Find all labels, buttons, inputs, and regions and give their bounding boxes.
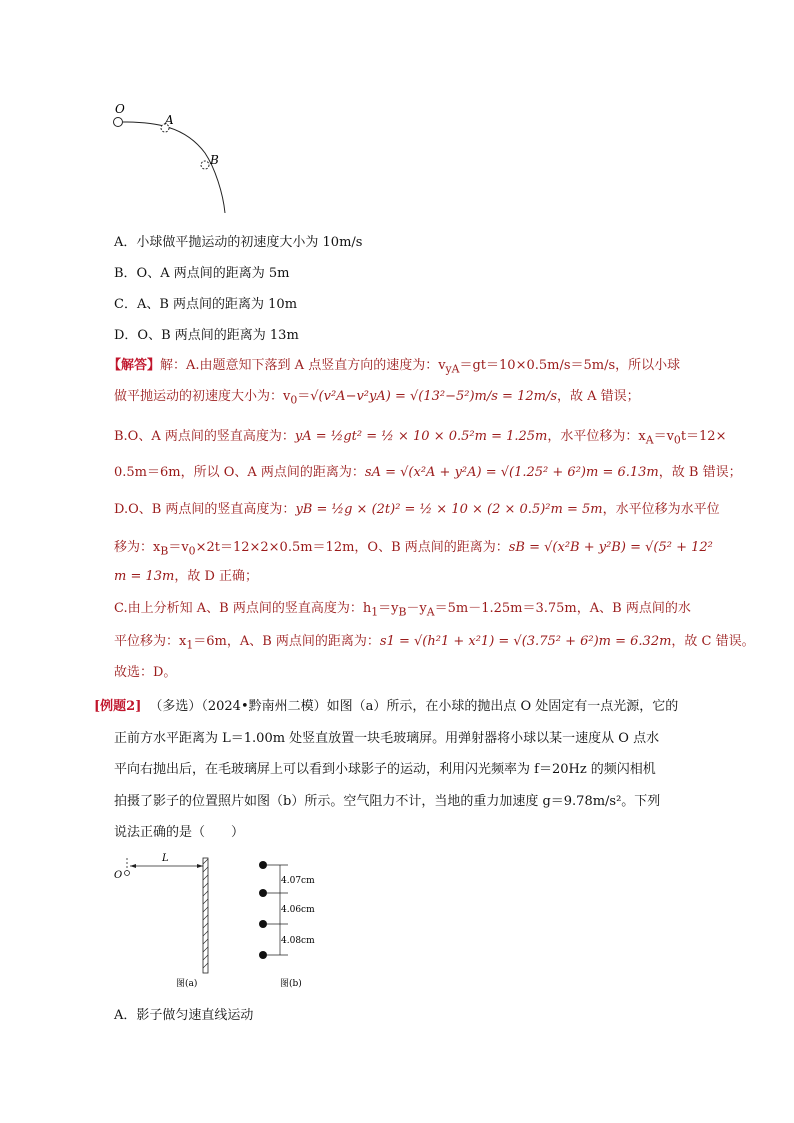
- solution-text: －y: [406, 601, 427, 616]
- solution-line-8: [114, 599, 691, 623]
- solution-sub: 0: [290, 393, 298, 407]
- shadow-point: [259, 951, 267, 959]
- solution-text: ，故 B 错误；: [658, 465, 742, 480]
- caption-a: 图(a): [176, 979, 198, 989]
- shadow-figure: [110, 848, 330, 993]
- distance-label-2: 4.06cm: [281, 905, 315, 915]
- point-B: [201, 161, 209, 169]
- label-L: L: [162, 853, 169, 864]
- solution-text: ＝v: [168, 540, 189, 555]
- shadow-point: [259, 920, 267, 928]
- solution-line-3: [114, 427, 726, 451]
- solution-text: ，故 D 正确；: [174, 569, 259, 584]
- solution-line-10: 故选：D。: [114, 665, 177, 680]
- solution-text: ×2t＝12×2×0.5m＝12m，O、B 两点间的距离为：: [195, 540, 509, 555]
- solution-line-5: [114, 500, 720, 520]
- formula: √(v²A−v²yA) = √(13²−5²)m/s = 12m/s: [310, 389, 557, 404]
- formula: yB = ½g × (2t)² = ½ × 10 × (2 × 0.5)²m = 5m: [295, 502, 603, 517]
- formula: yA = ½gt² = ½ × 10 × 0.5²m = 1.25m: [294, 429, 548, 444]
- solution-line-1: [108, 356, 680, 380]
- solution-text: ＝y: [378, 601, 399, 616]
- solution-line-4: [114, 463, 742, 483]
- example2-line-1: [94, 695, 678, 714]
- arrow-head-right: [197, 864, 203, 868]
- label-B: B: [210, 153, 219, 167]
- option-c: C．A、B 两点间的距离为 10m: [114, 297, 298, 312]
- distance-label-3: 4.08cm: [281, 936, 315, 946]
- point-O: [114, 118, 123, 127]
- shadow-point: [259, 889, 267, 897]
- solution-sub: B: [398, 605, 407, 619]
- solution-line-2: [114, 387, 640, 411]
- label-O: O: [115, 102, 125, 116]
- light-source-O: [125, 871, 130, 876]
- solution-text: ＝gt＝10×0.5m/s＝5m/s，所以小球: [459, 358, 681, 373]
- shadow-points: [259, 861, 267, 959]
- label-O: O: [114, 870, 123, 881]
- solution-sub: A: [645, 433, 654, 447]
- label-A: A: [165, 113, 174, 127]
- solution-sub: 0: [673, 433, 681, 447]
- solution-sub: 1: [186, 638, 194, 652]
- solution-text: 平位移为：x: [114, 634, 187, 649]
- example-tag: [例题2]: [94, 699, 142, 714]
- trajectory-figure: [105, 98, 245, 216]
- solution-text: ＝5m－1.25m＝3.75m，A、B 两点间的水: [434, 601, 691, 616]
- solution-text: ，水平位移为水平位: [602, 502, 720, 517]
- arrow-head-left: [130, 864, 136, 868]
- solution-text: C.由上分析知 A、B 两点间的竖直高度为：h: [114, 601, 372, 616]
- solution-line-6: [114, 538, 713, 562]
- trajectory-curve: [123, 122, 225, 213]
- example-text: （多选）（2024•黔南州二模）如图（a）所示，在小球的抛出点 O 处固定有一点光源，它的: [149, 699, 679, 714]
- solution-text: 解：A.由题意知下落到 A 点竖直方向的速度为：v: [160, 358, 446, 373]
- distance-label-1: 4.07cm: [281, 876, 315, 886]
- solution-text: ＝v: [653, 429, 674, 444]
- solution-text: 移为：x: [114, 540, 161, 555]
- formula: s1 = √(h²1 + x²1) = √(3.75² + 6²)m = 6.32m: [379, 634, 672, 649]
- caption-b: 图(b): [280, 979, 302, 989]
- solution-text: D.O、B 两点间的竖直高度为：: [114, 502, 296, 517]
- option-d: D．O、B 两点间的距离为 13m: [114, 328, 299, 343]
- solution-text: ＝6m，A、B 两点间的距离为：: [193, 634, 380, 649]
- formula: m = 13m: [114, 569, 175, 584]
- solution-sub: A: [426, 605, 435, 619]
- solution-text: 做平抛运动的初速度大小为：v: [114, 389, 291, 404]
- example2-line-5: 说法正确的是（ ）: [114, 825, 245, 840]
- example2-line-3: 平向右抛出后，在毛玻璃屏上可以看到小球影子的运动，利用闪光频率为 f＝20Hz 的频闪相机: [114, 762, 656, 777]
- example2-line-4: 拍摄了影子的位置照片如图（b）所示。空气阻力不计，当地的重力加速度 g＝9.78m/s²。下列: [114, 794, 661, 809]
- solution-text: ，故 A 错误；: [557, 389, 640, 404]
- solution-text: B.O、A 两点间的竖直高度为：: [114, 429, 295, 444]
- example2-option-a: A．影子做匀速直线运动: [114, 1008, 254, 1023]
- formula: sA = √(x²A + y²A) = √(1.25² + 6²)m = 6.13m: [364, 465, 659, 480]
- solution-text: ，故 C 错误。: [671, 634, 755, 649]
- example2-line-2: 正前方水平距离为 L＝1.00m 处竖直放置一块毛玻璃屏。用弹射器将小球以某一速度从 O 点水: [114, 731, 660, 746]
- formula: sB = √(x²B + y²B) = √(5² + 12²: [508, 540, 713, 555]
- shadow-point: [259, 861, 267, 869]
- solution-sub: B: [160, 544, 169, 558]
- solution-sub: 1: [371, 605, 379, 619]
- solution-text: t＝12×: [680, 429, 727, 444]
- solution-text: ，水平位移为：x: [547, 429, 646, 444]
- solution-line-9: [114, 632, 755, 656]
- solution-text: ＝: [297, 389, 311, 404]
- solution-line-7: [114, 567, 258, 587]
- solution-text: 0.5m＝6m，所以 O、A 两点间的距离为：: [114, 465, 365, 480]
- solution-label: 【解答】: [108, 358, 161, 373]
- solution-sub: 0: [188, 544, 196, 558]
- option-b: B．O、A 两点间的距离为 5m: [114, 266, 290, 281]
- option-a: A．小球做平抛运动的初速度大小为 10m/s: [114, 235, 363, 250]
- solution-sub: yA: [445, 362, 460, 376]
